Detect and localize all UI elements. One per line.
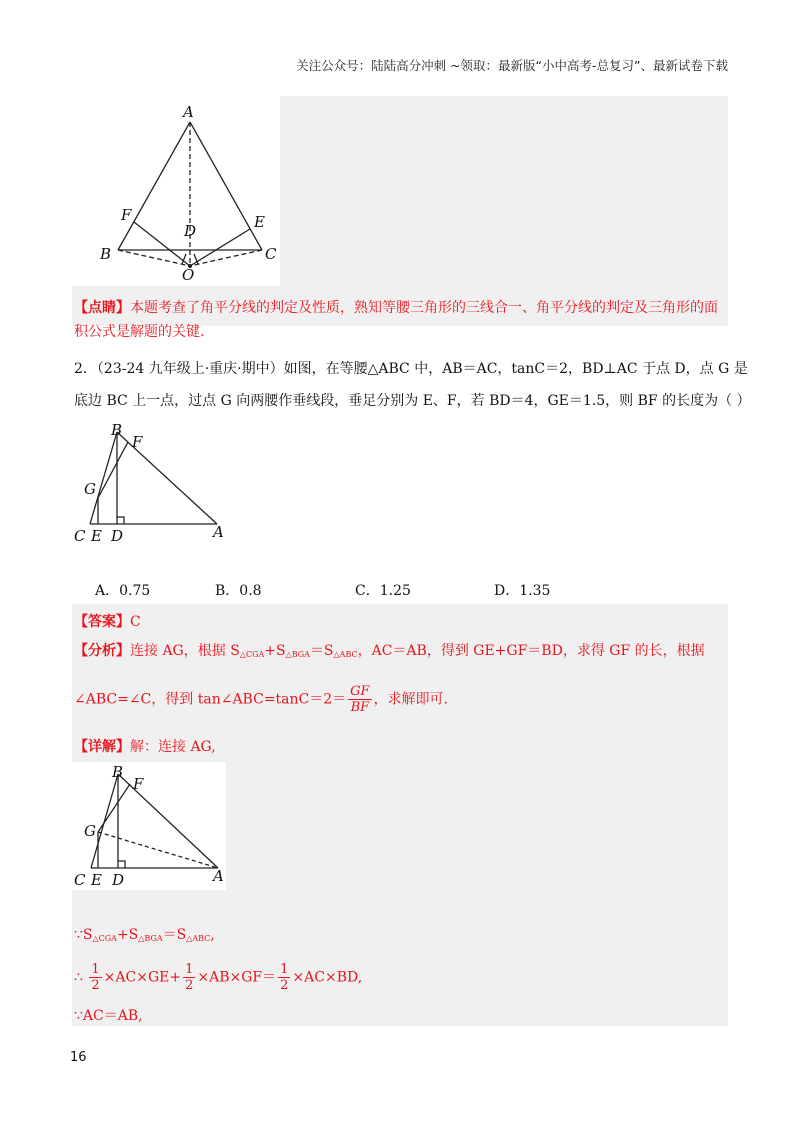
segment-eo (190, 229, 250, 266)
segment-ac (190, 122, 262, 250)
analysis-tag: 【分析】 (74, 643, 130, 659)
comment-line-2: 积公式是解题的关键. (74, 324, 205, 340)
label-b: B (100, 245, 112, 263)
figure-detail-triangle (72, 762, 226, 890)
page-number: 16 (70, 1050, 87, 1065)
label-c: C (265, 245, 277, 263)
right-angle-mark (118, 861, 125, 868)
fraction-half-1: $\frac{1}{2}$ (91, 962, 100, 993)
label-b: B (112, 763, 124, 781)
label-c: C (74, 871, 86, 889)
label-a: A (183, 103, 194, 121)
analysis-line-1: 【分析】连接 AG，根据 $S_{\triangle CGA}+S_{\triangle BGA}=S_{\triangle ABC}$，AC＝AB，得到 GE+GF＝BD，求得 GF 的长，根据 (74, 643, 705, 659)
label-c: C (74, 527, 86, 545)
label-g: G (84, 822, 96, 840)
detail-because-2: ∵AC＝AB, (74, 1008, 143, 1024)
comment-tag: 【点睛】 (74, 300, 130, 316)
segment-cb (91, 774, 118, 868)
segment-gf (98, 784, 130, 832)
option-d: D．1.35 (494, 583, 551, 599)
label-d: D (112, 871, 125, 889)
detail-line: 【详解】解：连接 AG, (74, 739, 216, 755)
fraction-half-2: $\frac{1}{2}$ (185, 962, 194, 993)
label-b: B (111, 421, 123, 439)
label-f: F (121, 206, 132, 224)
label-a: A (213, 867, 224, 885)
label-e: E (91, 527, 102, 545)
right-angle-mark (117, 517, 124, 524)
answer-value: C (130, 614, 141, 630)
segment-cb (90, 432, 117, 524)
label-d: D (111, 527, 124, 545)
segment-ab (118, 122, 190, 250)
detail-because-1: $\because S_{\triangle CGA}+S_{\triangle BGA}=S_{\triangle ABC}$, (74, 927, 215, 943)
fraction-half-3: $\frac{1}{2}$ (280, 962, 289, 993)
label-f: F (133, 775, 144, 793)
answer-tag: 【答案】 (74, 614, 130, 630)
segment-ga (98, 832, 218, 868)
comment-line-1: 【点睛】本题考查了角平分线的判定及性质，熟知等腰三角形的三线合一、角平分线的判定及三角形的面 (74, 300, 718, 316)
detail-therefore-equation: ∴ $\frac{1}{2}$ ×AC×GE+ $\frac{1}{2}$ ×AB×GF＝ $\frac{1}{2}$ ×AC×BD, (74, 962, 363, 993)
label-g: G (84, 480, 96, 498)
label-o: O (182, 266, 195, 284)
label-e: E (91, 871, 102, 889)
figure-kite-triangle (72, 96, 280, 286)
figure-question-triangle (70, 420, 230, 550)
label-d: D (184, 222, 197, 240)
page-header: 关注公众号：陆陆高分冲刺 ~领取：最新版“小中高考-总复习”、最新试卷下载 (296, 58, 728, 73)
question-line-1: 2．（23-24 九年级上·重庆·期中）如图，在等腰△ABC 中，AB＝AC，tanC＝2，BD⊥AC 于点 D，点 G 是 (74, 361, 748, 377)
question-line-2: 底边 BC 上一点，过点 G 向两腰作垂线段，垂足分别为 E、F，若 BD＝4，GE＝1.5，则 BF 的长度为（ ） (74, 393, 751, 409)
segment-co (190, 250, 262, 266)
option-b: B．0.8 (215, 583, 262, 599)
segment-gf (98, 442, 128, 498)
label-e: E (254, 213, 265, 231)
option-c: C．1.25 (355, 583, 411, 599)
fraction-gf-bf: $\frac{GF}{BF}$ (350, 684, 370, 715)
answer-line (74, 612, 141, 632)
label-f: F (132, 433, 143, 451)
option-a: A．0.75 (95, 583, 151, 599)
detail-tag: 【详解】 (74, 739, 130, 755)
analysis-line-2: ∠ABC=∠C，得到 tan∠ABC=tanC＝2＝ $\frac{GF}{BF}$ ，求解即可. (74, 684, 449, 715)
label-a: A (213, 523, 224, 541)
